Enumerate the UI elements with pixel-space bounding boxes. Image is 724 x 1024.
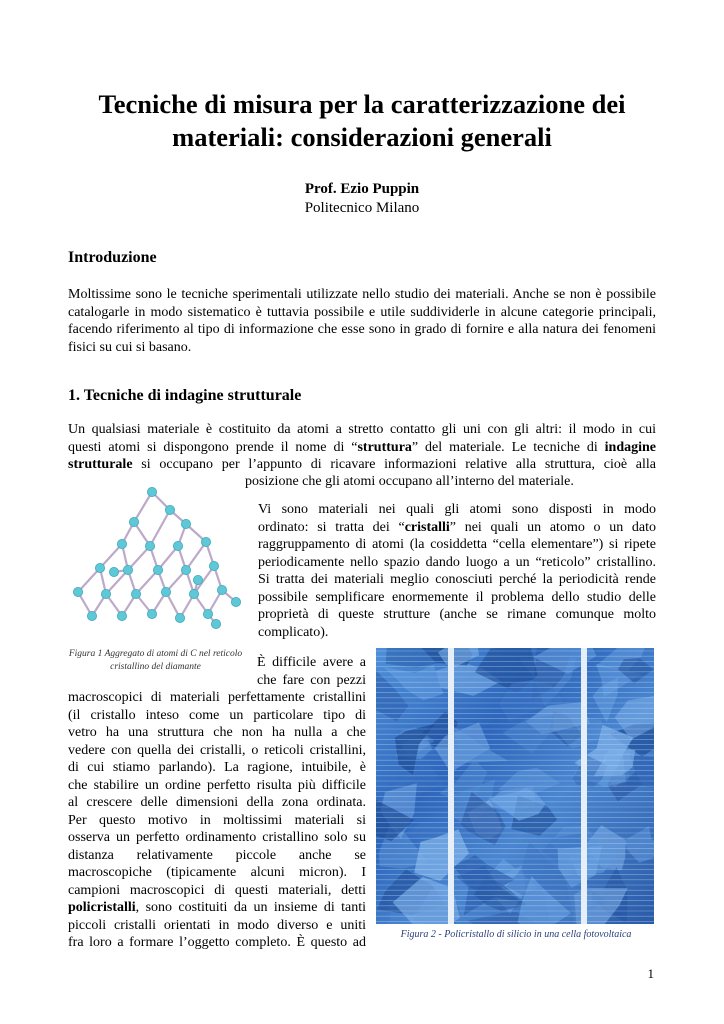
carbon-atom xyxy=(189,589,198,598)
paper-title: Tecniche di misura per la caratterizzazione dei materiali: considerazioni generali xyxy=(98,89,626,152)
busbar-left xyxy=(448,648,454,924)
carbon-atom xyxy=(73,587,82,596)
diamond-lattice-figure xyxy=(66,484,248,634)
carbon-atom xyxy=(123,565,132,574)
carbon-atom xyxy=(129,517,138,526)
busbar-right xyxy=(581,648,587,924)
carbon-atom xyxy=(117,611,126,620)
section-1-paragraph-3-start: È difficile avere a che fare con pezzi xyxy=(257,655,366,688)
carbon-atom xyxy=(109,567,118,576)
figure-2-caption: Figura 2 - Policristallo di silicio in una cella fotovoltaica xyxy=(400,929,632,940)
bond xyxy=(186,542,206,570)
carbon-atom xyxy=(131,589,140,598)
carbon-atom xyxy=(165,505,174,514)
bond xyxy=(150,510,170,546)
carbon-atom xyxy=(175,613,184,622)
carbon-atom xyxy=(161,587,170,596)
carbon-atom xyxy=(231,597,240,606)
section-1-paragraph-3: macroscopici di materiali perfettamente cristallini (il cristallo inteso come un particolare tipo di vetro ha una struttura che non ha nulla a che vedere con quella dei cristalli, o reticoli cristallini, di cui stiamo parlando). La ragione, intuibile, è che stabilire un ordine perfetto risulta più difficile al crescere delle dimensioni della zona ordinata. Per questo motivo in moltissimi materiali si osserva un perfetto ordinamento cristallino solo su distanza relativamente piccole anche se macroscopiche (tipicamente alcuni micron). I campioni macroscopici di questi materiali, detti policristalli, sono costituiti da un insieme di tanti piccoli cristalli orientati in modo diverso e uniti fra loro a formare l’oggetto completo. È questo ad xyxy=(68,690,366,950)
carbon-atom xyxy=(181,519,190,528)
section-1-paragraph-2: Vi sono materiali nei quali gli atomi sono disposti in modo ordinato: si tratta dei “cristalli” nei quali un atomo o un dato raggruppamento di atomi (la cosiddetta “cella elementare”) si ripete periodicamente nello spazio dando luogo a un “reticolo” cristallino. Si tratta dei materiali meglio conosciuti perché la periodicità rende possibile semplificare enormemente il problema dello studio delle proprietà di queste strutture (anche se rimane comunque molto complicato). xyxy=(258,502,656,640)
carbon-atom xyxy=(203,609,212,618)
carbon-atom xyxy=(153,565,162,574)
carbon-atom xyxy=(147,609,156,618)
carbon-atom xyxy=(211,619,220,628)
bond xyxy=(134,492,152,522)
figure-1-caption: Figura 1 Aggregato di atomi di C nel reticolo cristallino del diamante xyxy=(68,649,243,672)
carbon-atom xyxy=(209,561,218,570)
carbon-atom xyxy=(87,611,96,620)
intro-paragraph: Moltissime sono le tecniche sperimentali utilizzate nello studio dei materiali. Anche se non è possibile catalogarle in modo sistematico è tuttavia possibile e utile suddividerle in alcune categorie principali, facendo riferimento al tipo di informazione che esse sono in grado di fornire e alla natura dei fenomeni fisici su cui si basano. xyxy=(68,287,656,355)
intro-heading: Introduzione xyxy=(68,249,157,266)
carbon-atom xyxy=(217,585,226,594)
author-name: Prof. Ezio Puppin xyxy=(304,181,420,197)
section-1-heading: 1. Tecniche di indagine strutturale xyxy=(68,387,302,404)
carbon-atom xyxy=(147,487,156,496)
carbon-atom xyxy=(193,575,202,584)
carbon-atom xyxy=(95,563,104,572)
carbon-atom xyxy=(101,589,110,598)
polycrystalline-silicon-photo xyxy=(376,648,654,924)
section-1-paragraph-1-end: posizione che gli atomi occupano all’interno del materiale. xyxy=(245,474,574,489)
carbon-atom xyxy=(145,541,154,550)
section-1-paragraph-1: Un qualsiasi materiale è costituito da atomi a stretto contatto gli uni con gli altri: il modo in cui questi atomi si dispongono prende il nome di “struttura” del materiale. Le tecniche di indagine strutturale si occupano per l’appunto di ricavare informazioni relative alla struttura, cioè alla xyxy=(68,422,657,472)
carbon-atom xyxy=(201,537,210,546)
carbon-atom xyxy=(173,541,182,550)
page-number: 1 xyxy=(647,966,654,981)
carbon-atom xyxy=(117,539,126,548)
author-affiliation: Politecnico Milano xyxy=(304,200,420,216)
carbon-atom xyxy=(181,565,190,574)
